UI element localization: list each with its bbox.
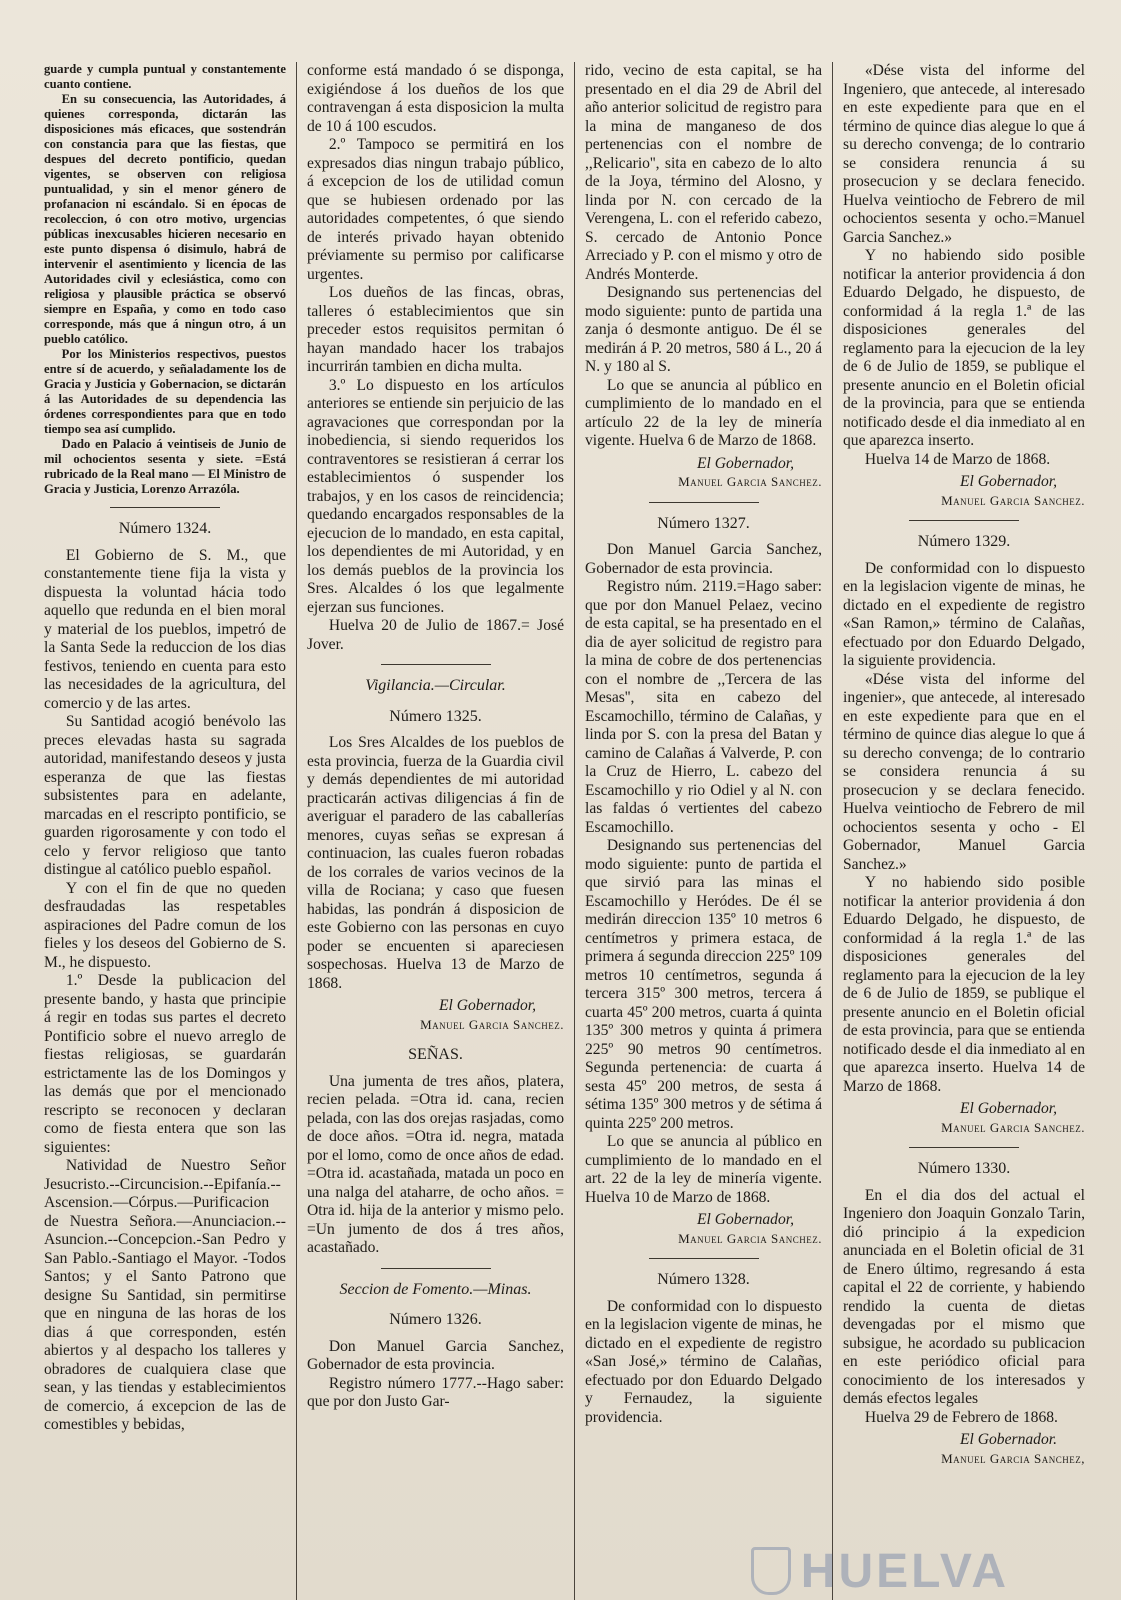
- signature-name: Manuel Garcia Sanchez.: [420, 1016, 564, 1032]
- paragraph: «Dése vista del informe del Ingeniero, que antecede, al interesado en este expediente para que en el término de quince dias alegue lo que á su derecho convenga; de lo contrario se considera renuncia á su prosecucion y se declara fenecido. Huelva veintiocho de Febrero de mil ochocientos sesenta y ocho.=Manuel Garcia Sanchez.»: [843, 62, 1085, 246]
- column-3: [574, 62, 832, 1600]
- column-4: [832, 62, 1095, 1600]
- heading-numero-1328: Número 1328.: [657, 1271, 750, 1288]
- paragraph: 1.º Desde la publicacion del presente bando, y hasta que principie á regir en todas sus partes el decreto Pontificio sobre el nuevo arreglo de fiestas religiosas, se guardarán estrictamente las de los Domingos y las demás que por el mencionado rescripto se reconocen y declaran como de fiesta entera que son las siguientes:: [44, 972, 286, 1156]
- paragraph: Y no habiendo sido posible notificar la anterior providencia á don Eduardo Delgado, he dispuesto, de conformidad á la regla 1.ª de las disposiciones generales del reglamento para la ejecucion de la ley de 6 de Julio de 1859, se publique el presente anuncio en el Boletin oficial de la provincia, para que se entienda notificado desde el dia inmediato al en que aparezca inserto.: [843, 247, 1085, 449]
- signature-block: [585, 455, 822, 492]
- column-1: [34, 62, 296, 1600]
- signature-block: [585, 1211, 822, 1248]
- signature-name: Manuel Garcia Sanchez.: [941, 492, 1085, 508]
- heading-numero-1329: Número 1329.: [917, 533, 1011, 550]
- paragraph: El Gobierno de S. M., que constantemente tiene fija la vista y dispuesta la voluntad hácia todo aquello que redunda en el bien moral y material de los pueblos, impetró de la Santa Sede la reduccion de los dias festivos, teniendo en cuenta para esto las necesidades de la agricultura, del comercio y de las artes.: [44, 546, 286, 712]
- divider: [381, 664, 491, 665]
- divider: [649, 1258, 759, 1259]
- signature-title: El Gobernador.: [959, 1431, 1057, 1448]
- signature-title: El Gobernador,: [696, 1211, 794, 1228]
- paragraph: Y no habiendo sido posible notificar la anterior providenia á don Eduardo Delgado, he dispuesto, de conformidad á la regla 1.ª de las disposiciones generales del reglamento para la ejecucion de la ley de 6 de Julio de 1859, se publique el presente anuncio en el Boletin oficial de esta provincia, para que se entienda notificado desde el dia inmediato al en que aparezca inserto. Huelva 14 de Marzo de 1868.: [843, 874, 1085, 1095]
- paragraph: guarde y cumpla puntual y constantemente cuanto contiene.: [44, 62, 286, 91]
- paragraph: Lo que se anuncia al público en cumplimiento de lo mandado en el artículo 22 de la ley de minería vigente. Huelva 6 de Marzo de 1868.: [585, 376, 822, 449]
- divider: [110, 507, 220, 508]
- paragraph: Una jumenta de tres años, platera, recien pelada. =Otra id. cana, recien pelada, con las dos orejas rasjadas, como de doce años. =Otra id. negra, matada por el lomo, como de once años de edad. =Otra id. acastañada, matada un poco en una nalga del ataharre, de ocho años. = Otra id. hija de la anterior y mismo pelo. =Un jumento de dos á tres años, acastañado.: [307, 1072, 564, 1256]
- heading-numero-1330: Número 1330.: [917, 1160, 1011, 1177]
- paragraph: Designando sus pertenencias del modo siguiente: punto de partida una zanja ó desmonte antiguo. De él se medirán á P. 20 metros, 580 á L., 20 á N. y 180 al S.: [585, 284, 822, 375]
- paragraph: 2.º Tampoco se permitirá en los expresados dias ningun trabajo público, á excepcion de los de utilidad comun que se hubiesen ordenado por las autoridades competentes, ó que siendo de interés privado hayan obtenido préviamente su permiso por calificarse urgentes.: [307, 136, 564, 283]
- section-title-fomento: Seccion de Fomento.—Minas.: [339, 1280, 532, 1298]
- watermark-text: HUELVA: [800, 1544, 1009, 1598]
- paragraph: rido, vecino de esta capital, se ha presentado en el dia 29 de Abril del año anterior solicitud de registro para la mina de manganeso de dos pertenencias con el nombre de ,,Relicario'', sita en cabezo de lo alto de la Joya, término del Alosno, y linda por N. con cercado de la Verengena, L. con el referido cabezo, S. cercado de Antonio Ponce Arreciado y P. con el mismo y otro de Andrés Monterde.: [585, 62, 822, 283]
- signature-name: Manuel Garcia Sanchez.: [678, 474, 822, 489]
- paragraph: Por los Ministerios respectivos, puestos entre sí de acuerdo, y señaladamente los de Gracia y Justicia y Gobernacion, se dictarán á las Autoridades de su dependencia las órdenes correspondientes para que en todo tiempo sea así cumplido.: [44, 347, 286, 436]
- signature-block: [843, 473, 1085, 510]
- section-title-vigilancia: Vigilancia.—Circular.: [365, 677, 506, 694]
- signature-block: [843, 1431, 1085, 1468]
- signature-name: Manuel Garcia Sanchez,: [941, 1450, 1085, 1466]
- paragraph: Huelva 14 de Marzo de 1868.: [864, 450, 1051, 468]
- paragraph: Huelva 20 de Julio de 1867.= José Jover.: [307, 617, 564, 653]
- paragraph: Designando sus pertenencias del modo siguiente: punto de partida el que sirvió para las minas el Escamochillo y Heródes. De él se medirán direccion 135º 10 metros 6 centímetros y primera estaca, de primera á segunda direccion 225º 109 metros 10 centímetros, segunda á tercera 315º 300 metros, tercera á cuarta 45º 200 metros, cuarta á quinta 135º 300 metros y quinta á primera 225º 90 metros 90 centímetros. Segunda pertenencia: de cuarta á sesta 45º 200 metros, de sesta á sétima 135º 300 metros y de sétima á quinta 225º 200 metros.: [585, 837, 822, 1132]
- paragraph: Natividad de Nuestro Señor Jesucristo.--Circuncision.--Epifanía.--Ascension.—Córpus.—Purificacion de Nuestra Señora.—Anunciacion.--Asuncion.--Concepcion.-San Pedro y San Pablo.-Santiago el Mayor. -Todos Santos; y el Santo Patrono que designe Su Santidad, sin permitirse que en ninguna de las horas de los dias á que corresponden, estén abiertos y al despacho los talleres y obradores de cualquiera clase que sean, y las tiendas y establecimientos de comercio, á excepcion de las de comestibles y bebidas,: [44, 1157, 286, 1433]
- column-2: [296, 62, 574, 1600]
- paragraph: Dado en Palacio á veintiseis de Junio de mil ochocientos sesenta y siete. =Está rubricado de la Real mano — El Ministro de Gracia y Justicia, Lorenzo Arrazóla.: [44, 437, 286, 496]
- paragraph: 3.º Lo dispuesto en los artículos anteriores se entiende sin perjuicio de las agravaciones que correspondan por la inobediencia, si siendo requeridos los contraventores se resistieran á cerrar los establecimientos ó suspender los trabajos, y en los casos de reincidencia; quedando encargados responsables de la ejecucion de lo mandado, en esta capital, los dependientes de mi Autoridad, y en los demás pueblos de la provincia los Sres. Alcaldes ó los que legalmente ejerzan sus funciones.: [307, 376, 564, 616]
- paragraph: En su consecuencia, las Autoridades, á quienes corresponda, dictarán las disposiciones más eficaces, que sostendrán con constancia para que las fiestas, que despues del decreto pontificio, quedan vigentes, se observen con religiosa puntualidad, y sin el menor género de profanacion ni escándalo. Si en épocas de recoleccion, ó con otro motivo, urgencias públicas inexcusables hicieren necesario en este punto dispensa ó disimulo, habrá de intervenir el asentimiento y licencia de las Autoridades civil y eclesiástica, como con religiosa y plausible práctica se observó siempre en España, y como en todo caso corresponde, más que á ningun otro, á un pueblo católico.: [44, 92, 286, 346]
- heading-numero-1326: Número 1326.: [389, 1311, 482, 1328]
- watermark-stamp: [709, 1544, 1009, 1598]
- signature-block: [843, 1100, 1085, 1137]
- shield-icon: [751, 1547, 791, 1595]
- paragraph: Don Manuel Garcia Sanchez, Gobernador de esta provincia.: [585, 541, 822, 577]
- signature-title: El Gobernador,: [696, 454, 794, 472]
- signature-title: El Gobernador,: [959, 473, 1057, 490]
- paragraph: En el dia dos del actual el Ingeniero don Joaquin Gonzalo Tarin, dió principio á la expedicion anunciada en el Boletin oficial de 31 de Enero último, regresando á esta capital el 22 de corriente, y habiendo rendido la cuenta de dietas devengadas por el mismo que subsigue, he acordado su publicacion en este periódico oficial para conocimiento de los interesados y demás efectos legales: [843, 1186, 1085, 1407]
- paragraph: Registro núm. 2119.=Hago saber: que por don Manuel Pelaez, vecino de esta capital, se ha presentado en el dia de ayer solicitud de registro para la mina de cobre de dos pertenencias con el nombre de ,,Tercera de las Mesas'', sita en cabezo del Escamochillo, término de Calañas, y linda por S. con la presa del Batan y camino de Calañas á Valverde, P. con la Cruz de Hierro, L. cabezo del Escamochillo y rio Odiel y al N. con las faldas ó vertientes del cabezo Escamochillo.: [585, 578, 822, 836]
- signature-name: Manuel Garcia Sanchez.: [678, 1230, 822, 1246]
- divider: [381, 1268, 491, 1269]
- heading-numero-1324: Número 1324.: [118, 520, 212, 537]
- signature-title: El Gobernador,: [438, 997, 536, 1014]
- paragraph: Don Manuel Garcia Sanchez, Gobernador de esta provincia.: [307, 1337, 564, 1373]
- signature-name: Manuel Garcia Sanchez.: [941, 1119, 1085, 1135]
- paragraph: Su Santidad acogió benévolo las preces elevadas hasta su sagrada autoridad, manifestando deseos y justa esperanza de que las fiestas subsistentes para en adelante, marcadas en el rescripto pontificio, se guarden rigorosamente y con todo el celo y fervor religioso que tanto distingue al católico pueblo español.: [44, 713, 286, 878]
- divider: [649, 502, 759, 503]
- paragraph: «Dése vista del informe del ingenier», que antecede, al interesado en este expediente para que en el término de quince dias alegue lo que á su derecho convenga; de lo contrario se considera renuncia á su prosecucion y se declara fenecido. Huelva veintiocho de Febrero de mil ochocientos sesenta y ocho - El Gobernador, Manuel Garcia Sanchez.»: [843, 670, 1085, 873]
- heading-numero-1325: Número 1325.: [389, 707, 482, 725]
- paragraph: Huelva 29 de Febrero de 1868.: [864, 1408, 1058, 1426]
- signature-block: [307, 997, 564, 1034]
- divider: [909, 1147, 1019, 1148]
- paragraph: De conformidad con lo dispuesto en la legislacion vigente de minas, he dictado en el expediente de registro «San Ramon,» término de Calañas, efectuado por don Eduardo Delgado, la siguiente providencia.: [843, 559, 1085, 669]
- heading-numero-1327: Número 1327.: [657, 514, 750, 532]
- paragraph: Y con el fin de que no queden desfraudadas las respetables aspiraciones del Padre comun de los fieles y los deseos del Gobierno de S. M., he dispuesto.: [44, 879, 286, 971]
- paragraph: Los dueños de las fincas, obras, talleres ó establecimientos que sin preceder estos requisitos permitan ó hayan mandado hacer los trabajos incurrirán tambien en dicha multa.: [307, 284, 564, 375]
- paragraph: De conformidad con lo dispuesto en la legislacion vigente de minas, he dictado en el expediente de registro «San José,» término de Calañas, efectuado por don Eduardo Delgado y Fernaudez, la siguiente providencia.: [585, 1297, 822, 1426]
- paragraph: conforme está mandado ó se disponga, exigiéndose á los dueños de los que contravengan á esta disposicion la multa de 10 á 100 escudos.: [307, 62, 564, 135]
- signature-title: El Gobernador,: [959, 1100, 1057, 1117]
- paragraph: Lo que se anuncia al público en cumplimiento de lo mandado en el art. 22 de la ley de minería vigente. Huelva 10 de Marzo de 1868.: [585, 1133, 822, 1206]
- heading-senas: SEÑAS.: [408, 1046, 463, 1063]
- paragraph: Registro número 1777.--Hago saber: que por don Justo Gar-: [307, 1374, 564, 1410]
- divider: [909, 520, 1019, 521]
- paragraph: Los Sres Alcaldes de los pueblos de esta provincia, fuerza de la Guardia civil y demás dependientes de mi autoridad practicarán activas diligencias á fin de averiguar el paradero de las caballerías menores, cuyas señas se expresan á continuacion, las cuales fueron robadas de los corrales de varios vecinos de la villa de Rociana; y caso que fuesen habidas, las pondrán á disposicion de este Gobierno con las personas en cuyo poder se encuenten si apareciesen sospechosas. Huelva 13 de Marzo de 1868.: [307, 734, 564, 992]
